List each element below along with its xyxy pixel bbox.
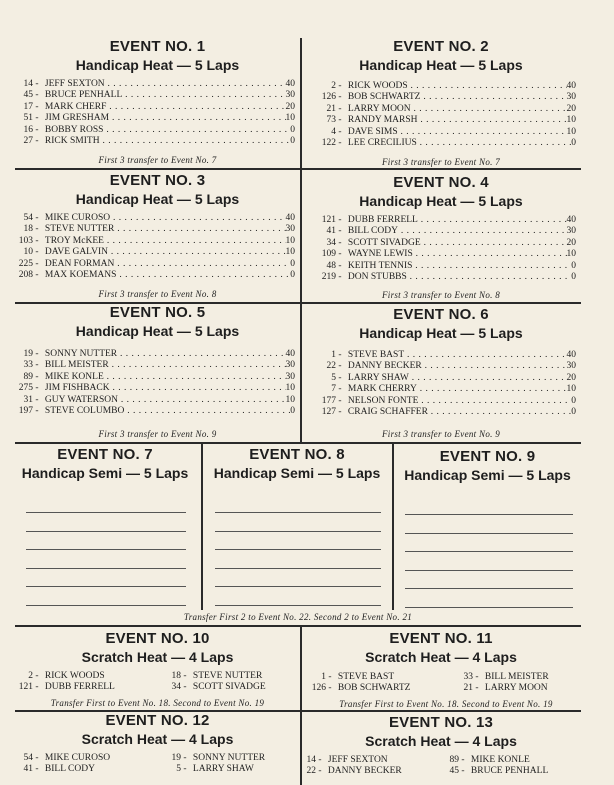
rider-name: DAVE SIMS . . . <box>348 127 567 138</box>
rider-name: BILL CODY <box>44 764 95 775</box>
event-title: EVENT NO. 10 <box>105 630 210 647</box>
points: 40 <box>566 215 576 225</box>
points: 30 <box>285 371 295 382</box>
entry-list <box>2 79 295 147</box>
transfer-note: First 3 transfer to Event No. 7 <box>381 157 501 167</box>
entry-list <box>305 350 576 418</box>
rider-number: 5 <box>331 372 336 383</box>
entry-row: 21 - LARRY MOON . . . 20 <box>305 104 576 115</box>
rider-name: JEFF SEXTON <box>327 755 388 765</box>
rider-name: STEVE COLUMBO . . . <box>45 406 290 417</box>
event-1 <box>15 38 300 74</box>
rider-number: 34 <box>326 237 336 248</box>
rider-number: 34 <box>171 682 181 693</box>
rider-number: 21 <box>463 683 473 694</box>
results-lines <box>405 514 573 625</box>
result-line <box>26 512 186 513</box>
rider-name: STEVE BAST . . . <box>348 350 567 361</box>
points: 0 <box>290 136 295 147</box>
rider-name: SONNY NUTTER . . . <box>45 349 286 360</box>
points: 10 <box>566 126 576 137</box>
entry-row: 48 - KEITH TENNIS . . . 0 <box>305 261 576 272</box>
points: 0 <box>290 124 295 135</box>
rider-name: LARRY MOON <box>484 683 548 694</box>
rider-name: MIKE CUROSO <box>44 753 111 763</box>
entry-row: 54 - MIKE CUROSO . . . 40 <box>2 213 295 224</box>
entry-row: 109 - WAYNE LEWIS . . . 10 <box>305 249 576 260</box>
event-6 <box>302 306 580 342</box>
entry-row: 275 - JIM FISHBACK . . . 10 <box>2 383 295 394</box>
event-9 <box>395 448 580 484</box>
rider-number: 19 <box>23 349 33 359</box>
rider-name: MARK CHERRY . . . <box>348 384 567 395</box>
rider-name: RICK WOODS <box>44 671 105 681</box>
event-title: EVENT NO. 12 <box>105 712 210 729</box>
entry-list-left <box>295 672 410 695</box>
entry-row: 54 - MIKE CUROSO <box>2 753 110 764</box>
rider-number: 225 <box>18 258 33 269</box>
transfer-note: First 3 transfer to Event No. 8 <box>98 289 217 299</box>
entry-row: 31 - GUY WATERSON . . . 10 <box>2 395 295 406</box>
rider-name: BILL MEISTER . . . <box>45 360 286 371</box>
rider-name: BILL MEISTER <box>484 672 549 682</box>
rider-number: 219 <box>321 272 336 283</box>
rider-number: 275 <box>18 383 33 394</box>
event-10 <box>15 630 300 666</box>
rider-name: TROY McKEE . . . <box>45 236 286 247</box>
entry-row: 41 - BILL CODY <box>2 764 110 775</box>
points: 10 <box>285 383 295 394</box>
transfer-note: First 3 transfer to Event No. 9 <box>381 429 501 439</box>
rider-number: 1 <box>331 350 336 360</box>
points: 40 <box>566 350 576 360</box>
result-line <box>405 514 573 515</box>
result-line <box>405 588 573 589</box>
result-line <box>26 549 186 550</box>
points: 30 <box>285 360 295 371</box>
rider-number: 5 <box>176 764 181 775</box>
rider-name: MIKE KONLE . . . <box>45 372 286 383</box>
rider-name: LEE CRECILIUS . . . <box>348 138 571 149</box>
rider-number: 14 <box>23 79 33 89</box>
result-line <box>215 531 381 532</box>
rider-name: KEITH TENNIS . . . <box>348 261 571 272</box>
rider-number: 33 <box>463 672 473 682</box>
rider-name: WAYNE LEWIS . . . <box>348 249 567 260</box>
entry-list-left <box>2 753 110 776</box>
event-subtitle: Scratch Heat — 4 Laps <box>365 733 517 749</box>
result-line <box>215 568 381 569</box>
points: 0 <box>290 406 295 417</box>
rider-number: 41 <box>326 226 336 237</box>
rider-number: 89 <box>449 755 459 765</box>
event-subtitle: Handicap Semi — 5 Laps <box>21 465 189 481</box>
rider-number: 54 <box>23 213 33 223</box>
rider-name: DUBB FERRELL <box>44 682 115 693</box>
entry-row: 19 - SONNY NUTTER . . . 40 <box>2 349 295 360</box>
entry-list <box>2 349 295 417</box>
event-title: EVENT NO. 2 <box>393 38 489 55</box>
rider-number: 22 <box>306 766 316 777</box>
event-subtitle: Handicap Semi — 5 Laps <box>213 465 381 481</box>
points: 40 <box>285 79 295 89</box>
result-line <box>26 531 186 532</box>
rider-name: RICK SMITH . . . <box>45 136 290 147</box>
rider-number: 208 <box>18 270 33 281</box>
points: 10 <box>285 247 295 258</box>
divider <box>15 442 581 444</box>
points: 0 <box>290 258 295 269</box>
points: 10 <box>566 249 576 260</box>
entry-list-right <box>150 753 265 776</box>
rider-number: 51 <box>23 113 33 124</box>
rider-number: 73 <box>326 115 336 126</box>
rider-name: BOBBY ROSS . . . <box>45 125 290 136</box>
event-subtitle: Scratch Heat — 4 Laps <box>81 649 234 665</box>
points: 0 <box>571 272 576 283</box>
divider <box>392 442 394 610</box>
result-line <box>215 549 381 550</box>
rider-name: DAVE GALVIN . . . <box>45 247 286 258</box>
result-line <box>405 533 573 534</box>
rider-name: BRUCE PENHALL . . . <box>45 90 286 101</box>
event-2 <box>302 38 580 74</box>
entry-list <box>305 215 576 283</box>
rider-name: GUY WATERSON . . . <box>45 395 286 406</box>
rider-number: 22 <box>326 361 336 372</box>
rider-name: MIKE KONLE <box>470 755 530 765</box>
rider-number: 126 <box>311 683 326 694</box>
rider-number: 27 <box>23 136 33 147</box>
rider-number: 10 <box>23 247 33 258</box>
event-subtitle: Handicap Semi — 5 Laps <box>404 467 571 483</box>
rider-name: DANNY BECKER . . . <box>348 361 567 372</box>
entry-row: 45 - BRUCE PENHALL . . . 30 <box>2 90 295 101</box>
entry-row: 16 - BOBBY ROSS . . . 0 <box>2 125 295 136</box>
event-11 <box>302 630 580 666</box>
event-title: EVENT NO. 7 <box>57 446 153 463</box>
points: 10 <box>285 113 295 124</box>
rider-name: LARRY SHAW <box>192 764 254 775</box>
rider-name: STEVE NUTTER <box>192 671 263 681</box>
results-lines <box>26 512 186 623</box>
entry-row: 51 - JIM GRESHAM . . . 10 <box>2 113 295 124</box>
rider-name: JIM GRESHAM . . . <box>45 113 286 124</box>
event-title: EVENT NO. 6 <box>393 306 489 323</box>
entry-row: 33 - BILL MEISTER . . . 30 <box>2 360 295 371</box>
rider-number: 45 <box>449 766 459 777</box>
rider-name: BRUCE PENHALL <box>470 766 549 777</box>
entry-row: 34 - SCOTT SIVADGE <box>150 682 266 693</box>
rider-name: RANDY MARSH . . . <box>348 115 567 126</box>
rider-name: BOB SCHWARTZ . . . <box>348 92 567 103</box>
rider-number: 89 <box>23 371 33 382</box>
rider-number: 48 <box>326 260 336 271</box>
rider-number: 14 <box>306 755 316 765</box>
rider-name: MAX KOEMANS . . . <box>45 270 290 281</box>
points: 30 <box>285 224 295 235</box>
event-3 <box>15 172 300 208</box>
points: 0 <box>571 260 576 271</box>
entry-row: 126 - BOB SCHWARTZ . . . 30 <box>305 92 576 103</box>
rider-number: 41 <box>23 764 33 775</box>
rider-number: 103 <box>18 235 33 246</box>
event-13 <box>302 714 580 750</box>
rider-name: MARK CHERF . . . <box>45 102 286 113</box>
rider-number: 7 <box>331 384 336 395</box>
event-12 <box>15 712 300 748</box>
rider-name: LARRY MOON . . . <box>348 104 567 115</box>
entry-row: 18 - STEVE NUTTER <box>150 671 266 682</box>
points: 0 <box>571 138 576 149</box>
transfer-note: Transfer First to Event No. 18. Second to Event No. 19 <box>339 699 553 709</box>
rider-number: 21 <box>326 103 336 114</box>
divider <box>300 38 302 442</box>
rider-name: SONNY NUTTER <box>192 753 266 763</box>
entry-row: 73 - RANDY MARSH . . . 10 <box>305 115 576 126</box>
points: 20 <box>566 237 576 248</box>
entry-list <box>2 213 295 281</box>
entry-row: 2 - RICK WOODS . . . 40 <box>305 81 576 92</box>
divider <box>201 442 203 610</box>
result-line <box>405 570 573 571</box>
transfer-note: First 3 transfer to Event No. 8 <box>381 290 501 300</box>
event-title: EVENT NO. 1 <box>109 38 206 55</box>
entry-row: 121 - DUBB FERRELL . . . 40 <box>305 215 576 226</box>
points: 30 <box>566 226 576 237</box>
rider-number: 17 <box>23 101 33 112</box>
entry-row: 5 - LARRY SHAW . . . 20 <box>305 373 576 384</box>
entry-row: 45 - BRUCE PENHALL <box>428 766 548 777</box>
points: 0 <box>571 407 576 418</box>
result-line <box>215 605 381 606</box>
entry-row: 14 - JEFF SEXTON <box>285 755 402 766</box>
result-line <box>26 586 186 587</box>
semis-transfer-note: Transfer First 2 to Event No. 22. Second 2 to Event No. 21 <box>183 612 413 622</box>
rider-number: 19 <box>171 753 181 763</box>
points: 0 <box>290 270 295 281</box>
results-lines <box>215 512 381 623</box>
entry-row: 177 - NELSON FONTE . . . 0 <box>305 396 576 407</box>
entry-row: 122 - LEE CRECILIUS . . . 0 <box>305 138 576 149</box>
event-subtitle: Handicap Heat — 5 Laps <box>75 57 240 73</box>
entry-row: 27 - RICK SMITH . . . 0 <box>2 136 295 147</box>
rider-name: NELSON FONTE . . . <box>348 396 571 407</box>
rider-name: BOB SCHWARTZ <box>337 683 411 694</box>
event-title: EVENT NO. 4 <box>393 174 489 191</box>
points: 10 <box>285 394 295 405</box>
points: 10 <box>285 235 295 246</box>
result-line <box>405 607 573 608</box>
points: 10 <box>566 115 576 126</box>
transfer-note: First 3 transfer to Event No. 9 <box>98 429 217 439</box>
entry-list <box>305 81 576 149</box>
rider-name: DON STUBBS . . . <box>348 272 571 283</box>
rider-number: 109 <box>321 249 336 260</box>
points: 30 <box>285 90 295 101</box>
entry-list-left <box>2 671 115 694</box>
rider-name: STEVE BAST <box>337 672 395 682</box>
event-subtitle: Handicap Heat — 5 Laps <box>75 323 240 339</box>
rider-number: 197 <box>18 406 33 417</box>
rider-number: 4 <box>331 126 336 137</box>
rider-name: SCOTT SIVADGE . . . <box>348 238 567 249</box>
rider-name: SCOTT SIVADGE <box>192 682 266 693</box>
event-8 <box>205 446 389 482</box>
entry-row: 7 - MARK CHERRY . . . 10 <box>305 384 576 395</box>
points: 10 <box>566 384 576 395</box>
rider-number: 126 <box>321 92 336 103</box>
entry-row: 1 - STEVE BAST <box>295 672 410 683</box>
points: 20 <box>285 101 295 112</box>
rider-number: 18 <box>171 671 181 681</box>
rider-number: 18 <box>23 224 33 235</box>
rider-number: 33 <box>23 360 33 371</box>
rider-number: 127 <box>321 407 336 418</box>
entry-row: 2 - RICK WOODS <box>2 671 115 682</box>
event-subtitle: Handicap Heat — 5 Laps <box>75 191 240 207</box>
entry-list-left <box>285 755 402 778</box>
points: 40 <box>285 213 295 223</box>
event-title: EVENT NO. 5 <box>109 304 206 321</box>
divider <box>15 625 581 627</box>
entry-row: 1 - STEVE BAST . . . 40 <box>305 350 576 361</box>
event-title: EVENT NO. 3 <box>109 172 206 189</box>
rider-name: JIM FISHBACK . . . <box>45 383 286 394</box>
entry-row: 126 - BOB SCHWARTZ <box>295 683 410 694</box>
rider-number: 121 <box>321 215 336 225</box>
result-line <box>26 568 186 569</box>
points: 0 <box>571 395 576 406</box>
entry-row: 22 - DANNY BECKER <box>285 766 402 777</box>
entry-row: 19 - SONNY NUTTER <box>150 753 265 764</box>
rider-number: 45 <box>23 90 33 101</box>
entry-row: 17 - MARK CHERF . . . 20 <box>2 102 295 113</box>
rider-number: 1 <box>321 672 326 682</box>
rider-name: DANNY BECKER <box>327 766 402 777</box>
points: 20 <box>566 372 576 383</box>
event-subtitle: Handicap Heat — 5 Laps <box>359 325 523 341</box>
entry-row: 4 - DAVE SIMS . . . 10 <box>305 127 576 138</box>
entry-row: 121 - DUBB FERRELL <box>2 682 115 693</box>
points: 20 <box>566 103 576 114</box>
event-subtitle: Scratch Heat — 4 Laps <box>365 649 517 665</box>
rider-number: 122 <box>321 138 336 149</box>
entry-row: 219 - DON STUBBS . . . 0 <box>305 272 576 283</box>
event-title: EVENT NO. 8 <box>249 446 345 463</box>
rider-number: 2 <box>28 671 33 681</box>
event-subtitle: Scratch Heat — 4 Laps <box>81 731 234 747</box>
entry-row: 197 - STEVE COLUMBO . . . 0 <box>2 406 295 417</box>
entry-row: 10 - DAVE GALVIN . . . 10 <box>2 247 295 258</box>
points: 30 <box>566 92 576 103</box>
entry-row: 208 - MAX KOEMANS . . . 0 <box>2 270 295 281</box>
transfer-note: First 3 transfer to Event No. 7 <box>98 155 217 165</box>
event-title: EVENT NO. 9 <box>439 448 536 465</box>
points: 30 <box>566 361 576 372</box>
entry-list-right <box>442 672 549 695</box>
entry-row: 225 - DEAN FORMAN . . . 0 <box>2 259 295 270</box>
rider-name: LARRY SHAW . . . <box>348 373 567 384</box>
rider-name: BILL CODY . . . <box>348 226 567 237</box>
entry-row: 89 - MIKE KONLE <box>428 755 548 766</box>
rider-name: JEFF SEXTON . . . <box>45 79 286 90</box>
entry-list-right <box>428 755 548 778</box>
rider-number: 54 <box>23 753 33 763</box>
rider-name: RICK WOODS . . . <box>348 81 567 92</box>
entry-row: 89 - MIKE KONLE . . . 30 <box>2 372 295 383</box>
entry-row: 18 - STEVE NUTTER . . . 30 <box>2 224 295 235</box>
entry-row: 5 - LARRY SHAW <box>150 764 265 775</box>
transfer-note: Transfer First to Event No. 18. Second to Event No. 19 <box>50 698 265 708</box>
rider-name: MIKE CUROSO . . . <box>45 213 286 224</box>
result-line <box>215 512 381 513</box>
divider <box>15 168 581 170</box>
points: 40 <box>285 349 295 359</box>
result-line <box>215 586 381 587</box>
entry-row: 14 - JEFF SEXTON . . . 40 <box>2 79 295 90</box>
entry-row: 103 - TROY McKEE . . . 10 <box>2 236 295 247</box>
event-subtitle: Handicap Heat — 5 Laps <box>359 57 523 73</box>
rider-name: CRAIG SCHAFFER . . . <box>348 407 571 418</box>
entry-row: 127 - CRAIG SCHAFFER . . . 0 <box>305 407 576 418</box>
entry-row: 33 - BILL MEISTER <box>442 672 549 683</box>
entry-row: 41 - BILL CODY . . . 30 <box>305 226 576 237</box>
rider-name: DUBB FERRELL . . . <box>348 215 567 226</box>
event-title: EVENT NO. 11 <box>389 630 493 647</box>
event-subtitle: Handicap Heat — 5 Laps <box>359 193 523 209</box>
event-4 <box>302 174 580 210</box>
result-line <box>26 605 186 606</box>
entry-row: 34 - SCOTT SIVADGE . . . 20 <box>305 238 576 249</box>
event-7 <box>12 446 198 482</box>
rider-number: 2 <box>331 81 336 91</box>
rider-name: STEVE NUTTER . . . <box>45 224 286 235</box>
rider-number: 177 <box>321 395 336 406</box>
event-5 <box>15 304 300 340</box>
rider-name: DEAN FORMAN . . . <box>45 259 290 270</box>
rider-number: 16 <box>23 124 33 135</box>
event-title: EVENT NO. 13 <box>388 714 494 731</box>
rider-number: 121 <box>18 682 33 693</box>
entry-list-right <box>150 671 266 694</box>
points: 40 <box>566 81 576 91</box>
entry-row: 22 - DANNY BECKER . . . 30 <box>305 361 576 372</box>
rider-number: 31 <box>23 394 33 405</box>
result-line <box>405 551 573 552</box>
entry-row: 21 - LARRY MOON <box>442 683 549 694</box>
